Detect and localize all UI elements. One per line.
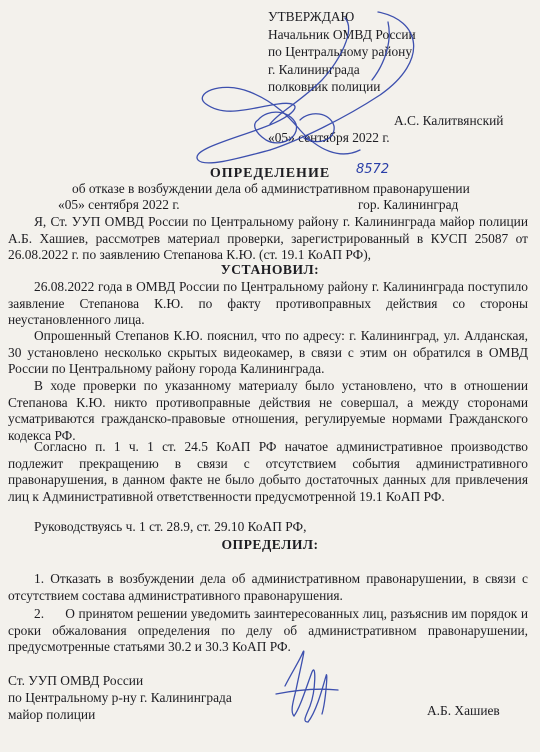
- signatory-position: Ст. УУП ОМВД России: [8, 673, 144, 688]
- decision-2: 2. О принятом решении уведомить заинтересованных лиц, разъяснив им порядок и сроки обжалования определения по делу об административном правонарушении, предусмотренные статьями 30.2 и 30.3 КоАП РФ.: [8, 606, 528, 655]
- signatory-name: А.Б. Хашиев: [427, 703, 500, 718]
- paragraph-5: Руководствуясь ч. 1 ст. 28.9, ст. 29.10 КоАП РФ,: [34, 519, 307, 534]
- approval-name: А.С. Калитвянский: [394, 113, 504, 128]
- document-title: ОПРЕДЕЛЕНИЕ: [209, 166, 331, 181]
- signatory-district: по Центральному р-ну г. Калининграда: [8, 690, 232, 705]
- approval-title: УТВЕРЖДАЮ: [268, 9, 355, 24]
- approval-city: г. Калининграда: [268, 61, 360, 77]
- approval-date: «05» сентября 2022 г.: [268, 130, 390, 145]
- document-date: «05» сентября 2022 г.: [58, 197, 180, 212]
- paragraph-1: 26.08.2022 года в ОМВД России по Центральному району г. Калининграда поступило заявление Степанова К.Ю. по факту противоправных действия со стороны неустановленного лица.: [8, 279, 528, 328]
- approval-district: по Центральному району: [268, 44, 413, 60]
- intro-paragraph: Я, Ст. УУП ОМВД России по Центральному району г. Калининграда майор полиции А.Б. Хашиев, рассмотрев материал проверки, зарегистрированный в КУСП 25087 от 26.08.2022 г. по заявлению Степанова К.Ю. (ст. 19.1 КоАП РФ),: [8, 214, 528, 263]
- document-subtitle: об отказе в возбуждении дела об административном правонарушении: [72, 181, 470, 196]
- approval-rank: полковник полиции: [268, 79, 381, 95]
- signatory-rank: майор полиции: [8, 707, 96, 722]
- decision-1: 1. Отказать в возбуждении дела об административном правонарушении, в связи с отсутствием состава административного правонарушения.: [8, 571, 528, 603]
- heading-established: УСТАНОВИЛ:: [220, 262, 320, 277]
- paragraph-2: Опрошенный Степанов К.Ю. пояснил, что по адресу: г. Калининград, ул. Алданская, 30 установлено несколько скрытых видеокамер, в связи с этим он обратился в ОМВД России по Центральному району города Калининграда.: [8, 328, 528, 377]
- paragraph-3: В ходе проверки по указанному материалу было установлено, что в отношении Степанова К.Ю. никто противоправные действия не совершал, а между сторонами усматриваются гражданско-правовые отношения, регулируемые нормами Гражданского кодекса РФ.: [8, 378, 528, 443]
- approval-position: Начальник ОМВД России: [268, 26, 416, 42]
- heading-determined: ОПРЕДЕЛИЛ:: [221, 537, 319, 552]
- document-city: гор. Калининград: [358, 197, 459, 212]
- registration-number: 8572: [356, 162, 390, 177]
- paragraph-4: Согласно п. 1 ч. 1 ст. 24.5 КоАП РФ начатое административное производство подлежит прекращению в связи с отсутствием события административного правонарушения, в данном факте не было добыто достаточных данных для привлечения лиц к Административной ответственности предусмотренной 19.1 КоАП РФ.: [8, 439, 528, 504]
